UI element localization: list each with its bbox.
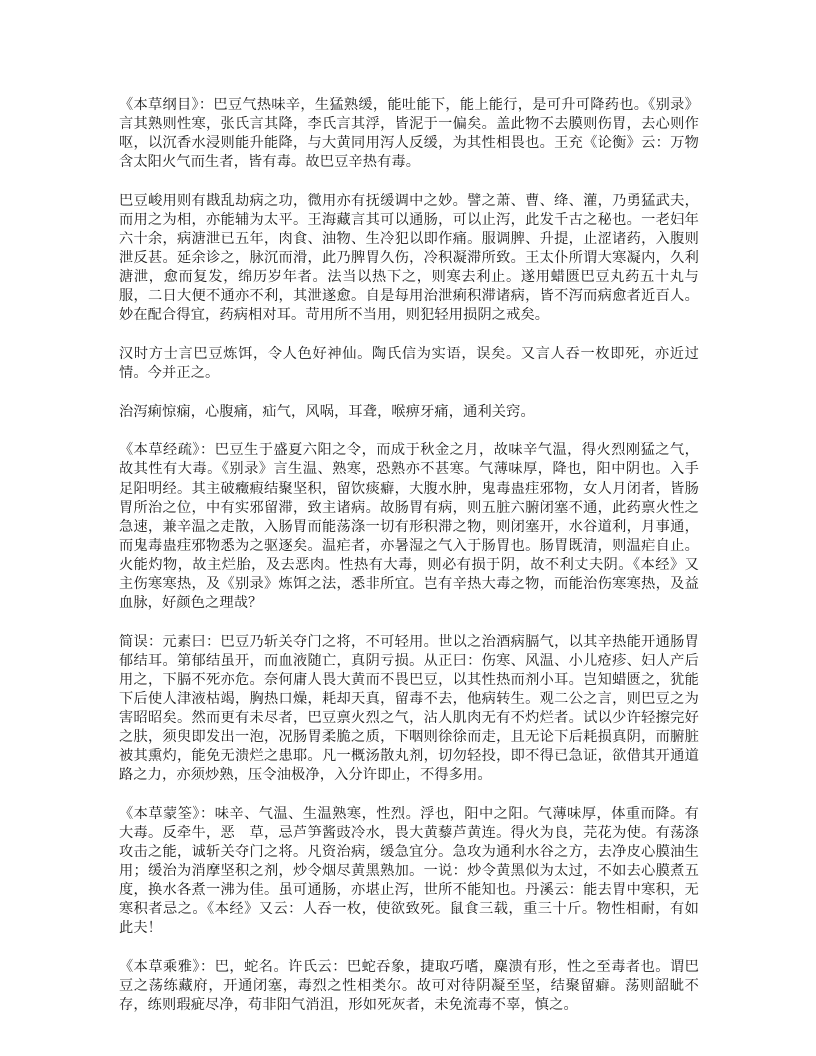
paragraph-clinical-case: 巴豆峻用则有戡乱劫病之功，微用亦有抚缓调中之妙。譬之萧、曹、绛、灌，乃勇猛武夫，而用之为相，亦能辅为太平。王海藏言其可以通肠，可以止泻，此发千古之秘也。一老妇年六十余，病溏泄已五年，肉食、油物、生冷犯以即作痛。服调脾、升提，止涩诸药，入腹则泄反甚。延余诊之，脉沉而滑，此乃脾胃久伤，冷积凝滞所致。王太仆所谓大寒凝内，久利溏泄，愈而复发，绵历岁年者。法当以热下之，则寒去利止。遂用蜡匮巴豆丸药五十丸与服，二日大便不通亦不利，其泄遂愈。自是每用治泄痢积滞诸病，皆不泻而病愈者近百人。妙在配合得宜，药病相对耳。苛用所不当用，则犯轻用损阴之戒矣。 bbox=[119, 192, 699, 324]
paragraph-bencao-jingshu: 《本草经疏》：巴豆生于盛夏六阳之令，而成于秋金之月，故味辛气温，得火烈刚猛之气，故其性有大毒。《别录》言生温、熟寒，恐熟亦不甚寒。气薄味厚，降也，阳中阴也。入手足阳明经。其主破癥瘕结聚坚积，留饮痰癖，大腹水肿，鬼毒蛊疰邪物，女人月闭者，皆肠胃所治之位，中有实邪留滞，致主诸病。故肠胃有病，则五脏六腑闭塞不通，此药禀火性之急速，兼辛温之走散，入肠胃而能荡涤一切有形积滞之物，则闭塞开，水谷道利，月事通，而鬼毒蛊疰邪物悉为之驱逐矣。温疟者，亦暑湿之气入于肠胃也。肠胃既清，则温疟自止。火能灼物，故主烂胎，及去恶肉。性热有大毒，则必有损于阴，故不利丈夫阴。《本经》又主伤寒寒热，及《别录》炼饵之法，悉非所宜。岂有辛热大毒之物，而能治伤寒寒热，及益血脉，好颜色之理哉？ bbox=[119, 442, 699, 612]
document-page bbox=[119, 96, 699, 1035]
paragraph-indications: 治泻痢惊痫，心腹痛，疝气，风㖞，耳聋，喉痹牙痛，通利关窍。 bbox=[119, 403, 535, 420]
paragraph-bencao-gangmu: 《本草纲目》：巴豆气热味辛，生猛熟缓，能吐能下，能上能行，是可升可降药也。《别录》言其熟则性寒，张氏言其降，李氏言其浮，皆泥于一偏矣。盖此物不去膜则伤胃，去心则作呕，以沉香水浸则能升能降，与大黄同用泻人反缓，为其性相畏也。王充《论衡》云：万物含太阳火气而生者，皆有毒。故巴豆辛热有毒。 bbox=[119, 97, 699, 171]
paragraph-bencao-chengya: 《本草乘雅》：巴，蛇名。许氏云：巴蛇吞象，捷取巧嗜，麋溃有形，性之至毒者也。谓巴豆之荡练藏府，开通闭塞，毒烈之性相类尔。故可对待阴凝至坚，结聚留癖。荡则韶眦不存，练则瑕疵尽净，苟非阳气消沮，形如死灰者，未免流毒不辜，慎之。 bbox=[119, 959, 699, 1014]
paragraph-jianwu-cautions: 简误：元素曰：巴豆乃斩关夺门之将，不可轻用。世以之治酒病膈气，以其辛热能开通肠胃郁结耳。第郁结虽开，而血液随亡，真阴亏损。从正曰：伤寒、风温、小儿疮疹、妇人产后用之，下膈不死亦危。奈何庸人畏大黄而不畏巴豆，以其性热而剂小耳。岂知蜡匮之，犹能下后使人津液枯竭，胸热口燥，耗却天真，留毒不去，他病转生。观二公之言，则巴豆之为害昭昭矣。然而更有未尽者，巴豆禀火烈之气，沾人肌肉无有不灼烂者。试以少许轻擦完好之肤，须臾即发出一泡，况肠胃柔脆之质，下咽则徐徐而走，且无论下后耗损真阴，而腑脏被其熏灼，能免无溃烂之患耶。凡一概汤散丸剂，切勿轻投，即不得已急证，欲借其开通道路之力，亦须炒熟，压令油极净，入分许即止，不得多用。 bbox=[119, 633, 699, 784]
paragraph-bencao-mengquan: 《本草蒙筌》：味辛、气温、生温熟寒，性烈。浮也，阳中之阳。气薄味厚，体重而降。有大毒。反牵牛，恶 草，忌芦笋酱豉冷水，畏大黄藜芦黄连。得火为良，芫花为使。有荡涤攻击之能，诚斩关夺门之将。凡资治病，缓急宜分。急攻为通利水谷之方，去净皮心膜油生用；缓治为消摩坚积之剂，炒令烟尽黄黑熟加。一说：炒令黄黑似为太过，不如去心膜煮五度，换水各煮一沸为佳。虽可通肠，亦堪止泻，世所不能知也。丹溪云：能去胃中寒积，无寒积者忌之。《本经》又云：人吞一枚，使欲致死。鼠食三载，重三十斤。物性相耐，有如此夫！ bbox=[119, 805, 699, 937]
paragraph-han-alchemists: 汉时方士言巴豆炼饵，令人色好神仙。陶氏信为实语，误矣。又言人吞一枚即死，亦近过情。今并正之。 bbox=[119, 346, 699, 382]
